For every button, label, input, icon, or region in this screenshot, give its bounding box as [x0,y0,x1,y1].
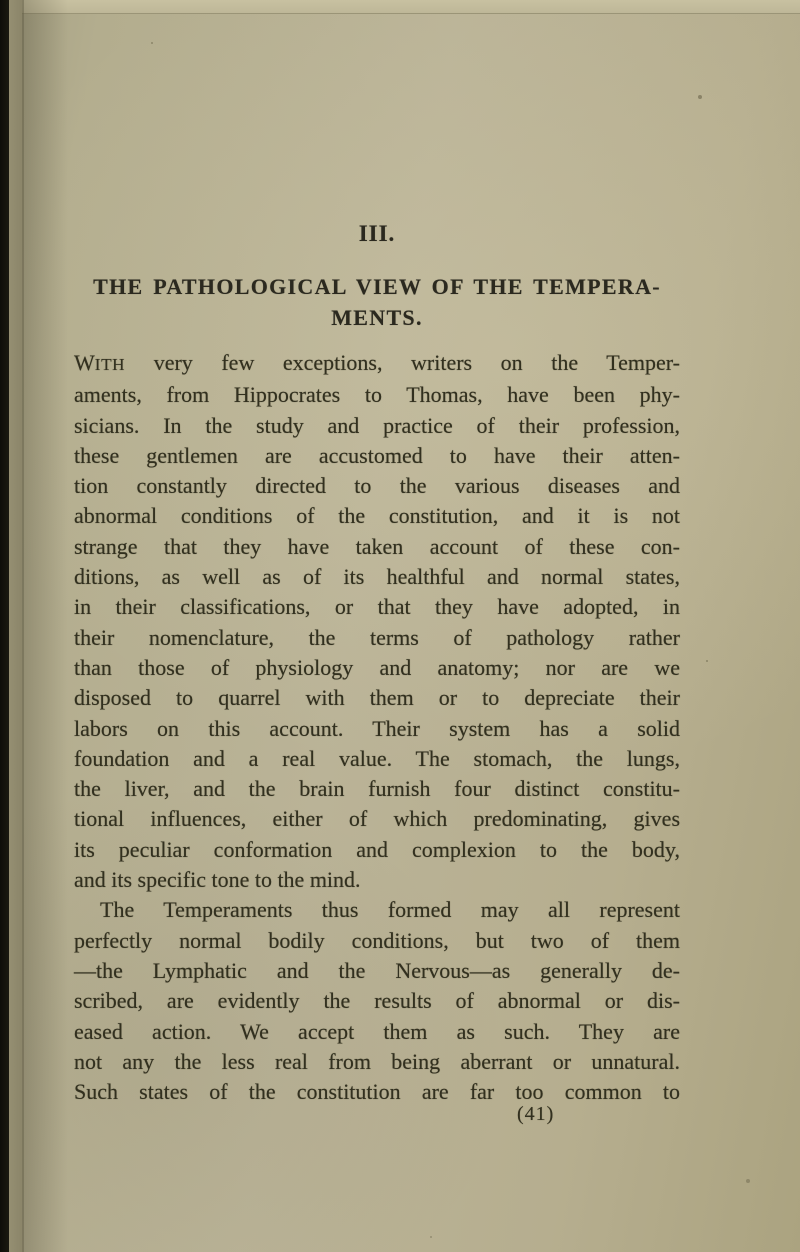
body-line: eased action. We accept them as such. They are [74,1018,680,1044]
body-line: the liver, and the brain furnish four distinct constitu- [74,776,680,802]
body-line: these gentlemen are accustomed to have their atten- [74,442,680,468]
body-line: its peculiar conformation and complexion to the body, [74,836,680,862]
smallcaps-lead-word: WITH [74,350,126,375]
body-line: foundation and a real value. The stomach, the lungs, [74,745,680,771]
body-line: disposed to quarrel with them or to depreciate their [74,685,680,711]
body-line: ditions, as well as of its healthful and normal states, [74,564,680,590]
body-line: aments, from Hippocrates to Thomas, have been phy- [74,382,680,408]
body-line: perfectly normal bodily conditions, but two of them [74,927,680,953]
body-line: labors on this account. Their system has a solid [74,715,680,741]
body-line: their nomenclature, the terms of pathology rather [74,624,680,650]
page-number: (41) [517,1103,555,1125]
scan-binding-edge [0,0,9,1252]
body-text [74,348,680,1107]
body-line: abnormal conditions of the constitution, and it is not [74,503,680,529]
scan-top-edge [9,0,800,14]
body-line: than those of physiology and anatomy; nor are we [74,654,680,680]
body-line: and its specific tone to the mind. [74,867,361,893]
body-line: The Temperaments thus formed may all represent [100,897,680,923]
body-line: —the Lymphatic and the Nervous—as generally de- [74,957,680,983]
chapter-title-line-1: THE PATHOLOGICAL VIEW OF THE TEMPERA- [93,274,661,299]
page-gutter-shadow [24,0,68,1252]
body-line: WITH very few exceptions, writers on the Temper- [74,350,680,375]
chapter-number: III. [358,221,396,246]
chapter-title-line-2: MENTS. [331,305,423,330]
body-line: scribed, are evidently the results of abnormal or dis- [74,988,680,1014]
body-line: not any the less real from being aberrant or unnatural. [74,1048,680,1074]
body-line: sicians. In the study and practice of their profession, [74,412,680,438]
paper-specks [0,0,2,2]
body-line: in their classifications, or that they have adopted, in [74,594,680,620]
body-line: tional influences, either of which predominating, gives [74,806,680,832]
body-line: strange that they have taken account of these con- [74,533,680,559]
chapter-title [74,271,680,333]
body-line: tion constantly directed to the various diseases and [74,473,680,499]
page-gutter [9,0,22,1252]
body-line: Such states of the constitution are far too common to [74,1079,680,1105]
